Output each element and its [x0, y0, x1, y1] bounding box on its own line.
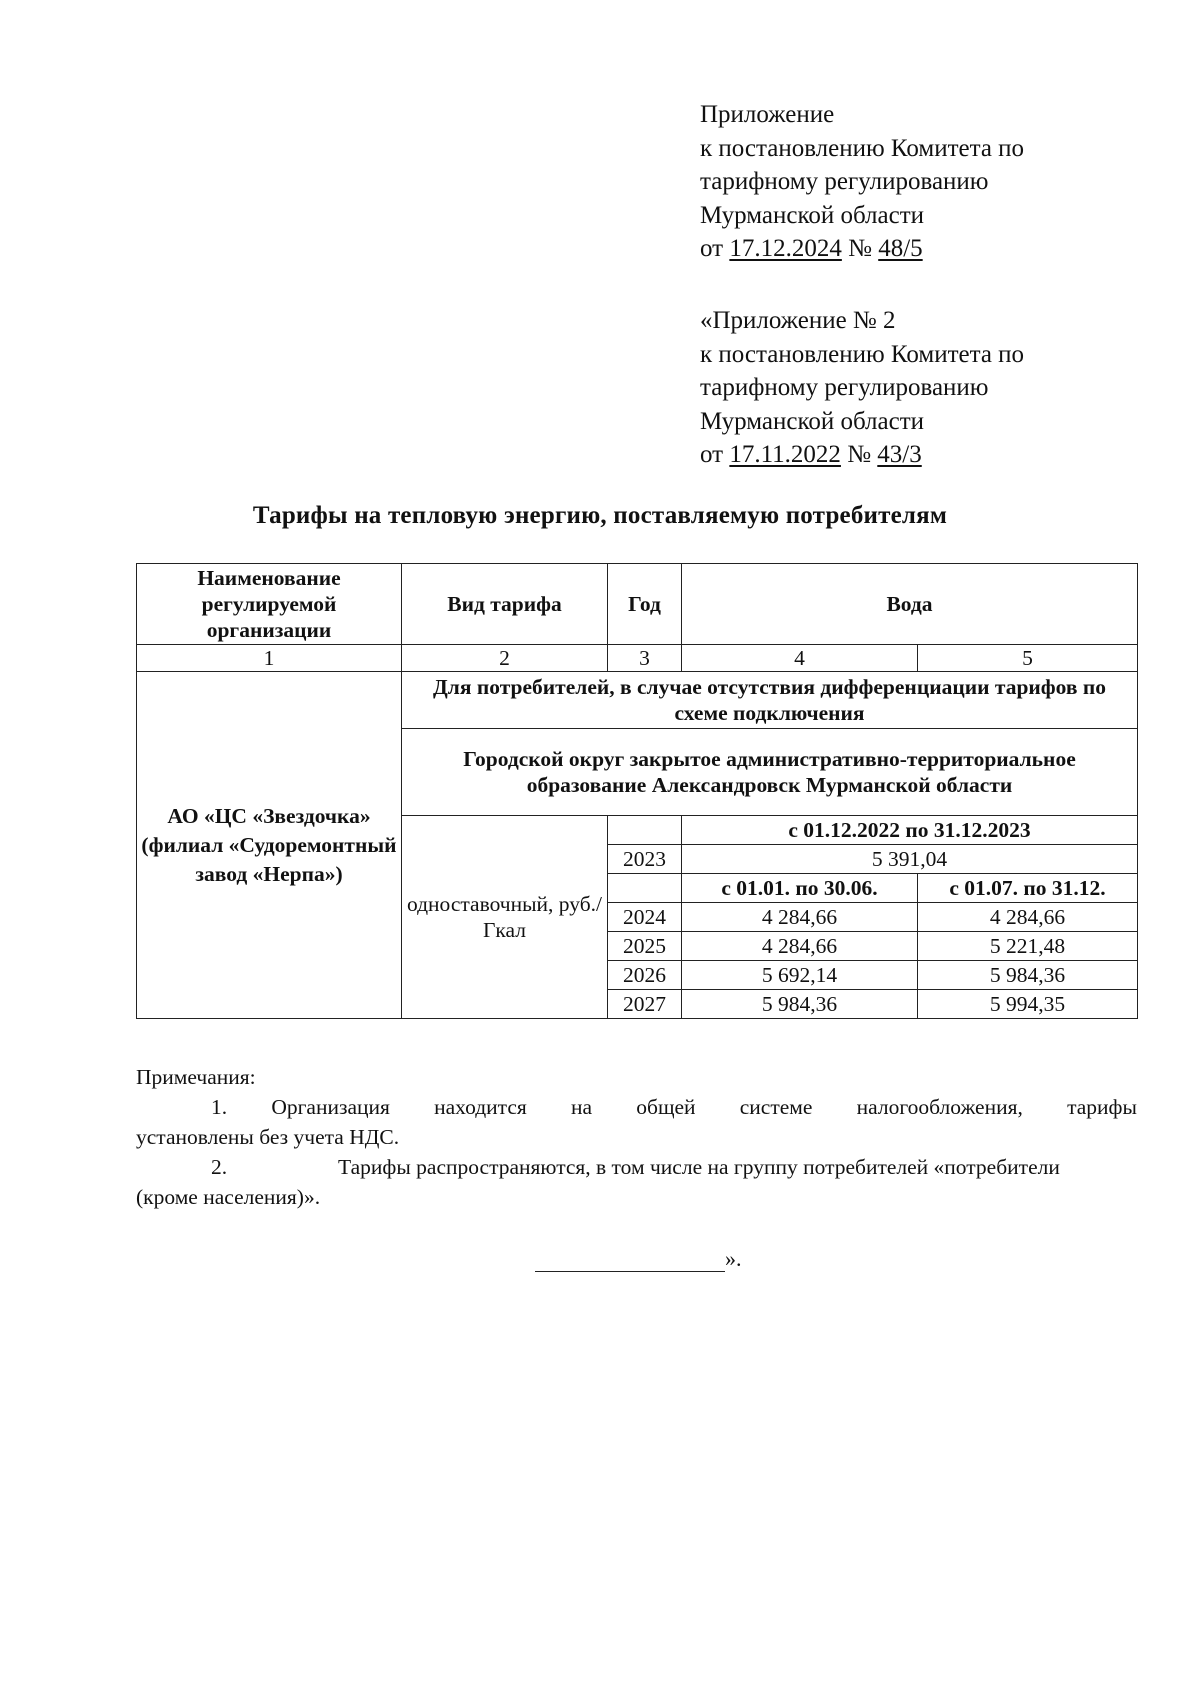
from-label: от	[700, 235, 724, 262]
column-number: 2	[402, 645, 608, 672]
note-1-word: тарифы	[1067, 1095, 1137, 1119]
from-label: от	[700, 441, 724, 468]
appendix-line: тарифному регулированию	[700, 168, 989, 195]
tariff-value: 5 692,14	[682, 961, 918, 990]
appendix-line: Приложение	[700, 101, 835, 128]
note-2-number: 2.	[211, 1155, 228, 1179]
tariff-value: 5 994,35	[918, 990, 1138, 1019]
period-second-half: с 01.07. по 31.12.	[918, 874, 1138, 903]
empty-year-cell	[608, 816, 682, 845]
tariff-value: 5 984,36	[918, 961, 1138, 990]
decree-number: 48/5	[878, 235, 923, 262]
period-2023: с 01.12.2022 по 31.12.2023	[682, 816, 1138, 845]
column-number-row	[137, 645, 1138, 672]
territory-name: Городской округ закрытое административно-территориальное образование Александровск Мурманской области	[402, 729, 1138, 816]
appendix-line: к постановлению Комитета по	[700, 134, 1025, 162]
column-number: 1	[137, 645, 402, 672]
tariff-value: 5 221,48	[918, 932, 1138, 961]
notes-section	[136, 1062, 1137, 1212]
column-number: 3	[608, 645, 682, 672]
note-1-word: системе	[739, 1095, 813, 1119]
appendix-line: к постановлению Комитета по	[700, 340, 1025, 368]
note-1-word: на	[570, 1095, 593, 1119]
year-cell: 2024	[608, 903, 682, 932]
column-number: 5	[918, 645, 1138, 672]
note-2-continuation: (кроме населения)».	[136, 1185, 321, 1209]
note-1-number: 1.	[211, 1095, 228, 1119]
decree-date: 17.12.2024	[729, 235, 842, 262]
table-header-row	[137, 564, 1138, 645]
original-appendix-block	[700, 304, 1024, 472]
year-cell: 2027	[608, 990, 682, 1019]
decree-date: 17.11.2022	[729, 441, 841, 468]
header-org: Наименование регулируемой организации	[137, 564, 402, 645]
year-cell: 2026	[608, 961, 682, 990]
closing-mark	[535, 1246, 742, 1272]
header-water: Вода	[682, 564, 1138, 645]
note-1-first-line	[136, 1092, 1137, 1122]
appendix-line: тарифному регулированию	[700, 374, 989, 401]
closing-rule	[535, 1253, 725, 1272]
note-2-text: Тарифы распространяются, в том числе на группу потребителей «потребители	[338, 1155, 1060, 1179]
consumers-note: Для потребителей, в случае отсутствия дифференциации тарифов по схеме подключения	[402, 672, 1138, 729]
appendix-line: «Приложение № 2	[700, 307, 896, 334]
note-2-first-line	[136, 1152, 1137, 1182]
appendix-date-line	[700, 438, 1024, 472]
appendix-line: Мурманской области	[700, 407, 925, 435]
note-1-word: Организация	[271, 1095, 390, 1119]
consumers-row	[137, 672, 1138, 729]
number-sign: №	[847, 441, 872, 468]
document-title: Тарифы на тепловую энергию, поставляемую потребителям	[252, 502, 948, 529]
appendix-block	[700, 98, 1024, 266]
period-first-half: с 01.01. по 30.06.	[682, 874, 918, 903]
tariff-value: 5 984,36	[682, 990, 918, 1019]
tariff-value: 4 284,66	[682, 903, 918, 932]
tariff-value: 4 284,66	[682, 932, 918, 961]
year-cell: 2025	[608, 932, 682, 961]
organization-name: АО «ЦС «Звездочка» (филиал «Судоремонтный завод «Нерпа»)	[137, 672, 402, 1019]
note-1-word: находится	[434, 1095, 527, 1119]
closing-quote: ».	[725, 1246, 742, 1271]
value-2023: 5 391,04	[682, 845, 1138, 874]
decree-number: 43/3	[877, 441, 922, 468]
appendix-date-line	[700, 232, 1024, 266]
notes-heading: Примечания:	[136, 1065, 256, 1089]
empty-year-cell	[608, 874, 682, 903]
tariff-kind: одноставочный, руб./Гкал	[402, 816, 608, 1019]
tariff-value: 4 284,66	[918, 903, 1138, 932]
note-1-word: налогообложения,	[856, 1095, 1023, 1119]
header-tariff-kind: Вид тарифа	[402, 564, 608, 645]
tariff-table	[136, 563, 1138, 1019]
header-year: Год	[608, 564, 682, 645]
note-1-word: общей	[636, 1095, 696, 1119]
column-number: 4	[682, 645, 918, 672]
year-cell: 2023	[608, 845, 682, 874]
note-1-continuation: установлены без учета НДС.	[136, 1125, 400, 1149]
number-sign: №	[848, 235, 872, 262]
appendix-line: Мурманской области	[700, 201, 925, 229]
